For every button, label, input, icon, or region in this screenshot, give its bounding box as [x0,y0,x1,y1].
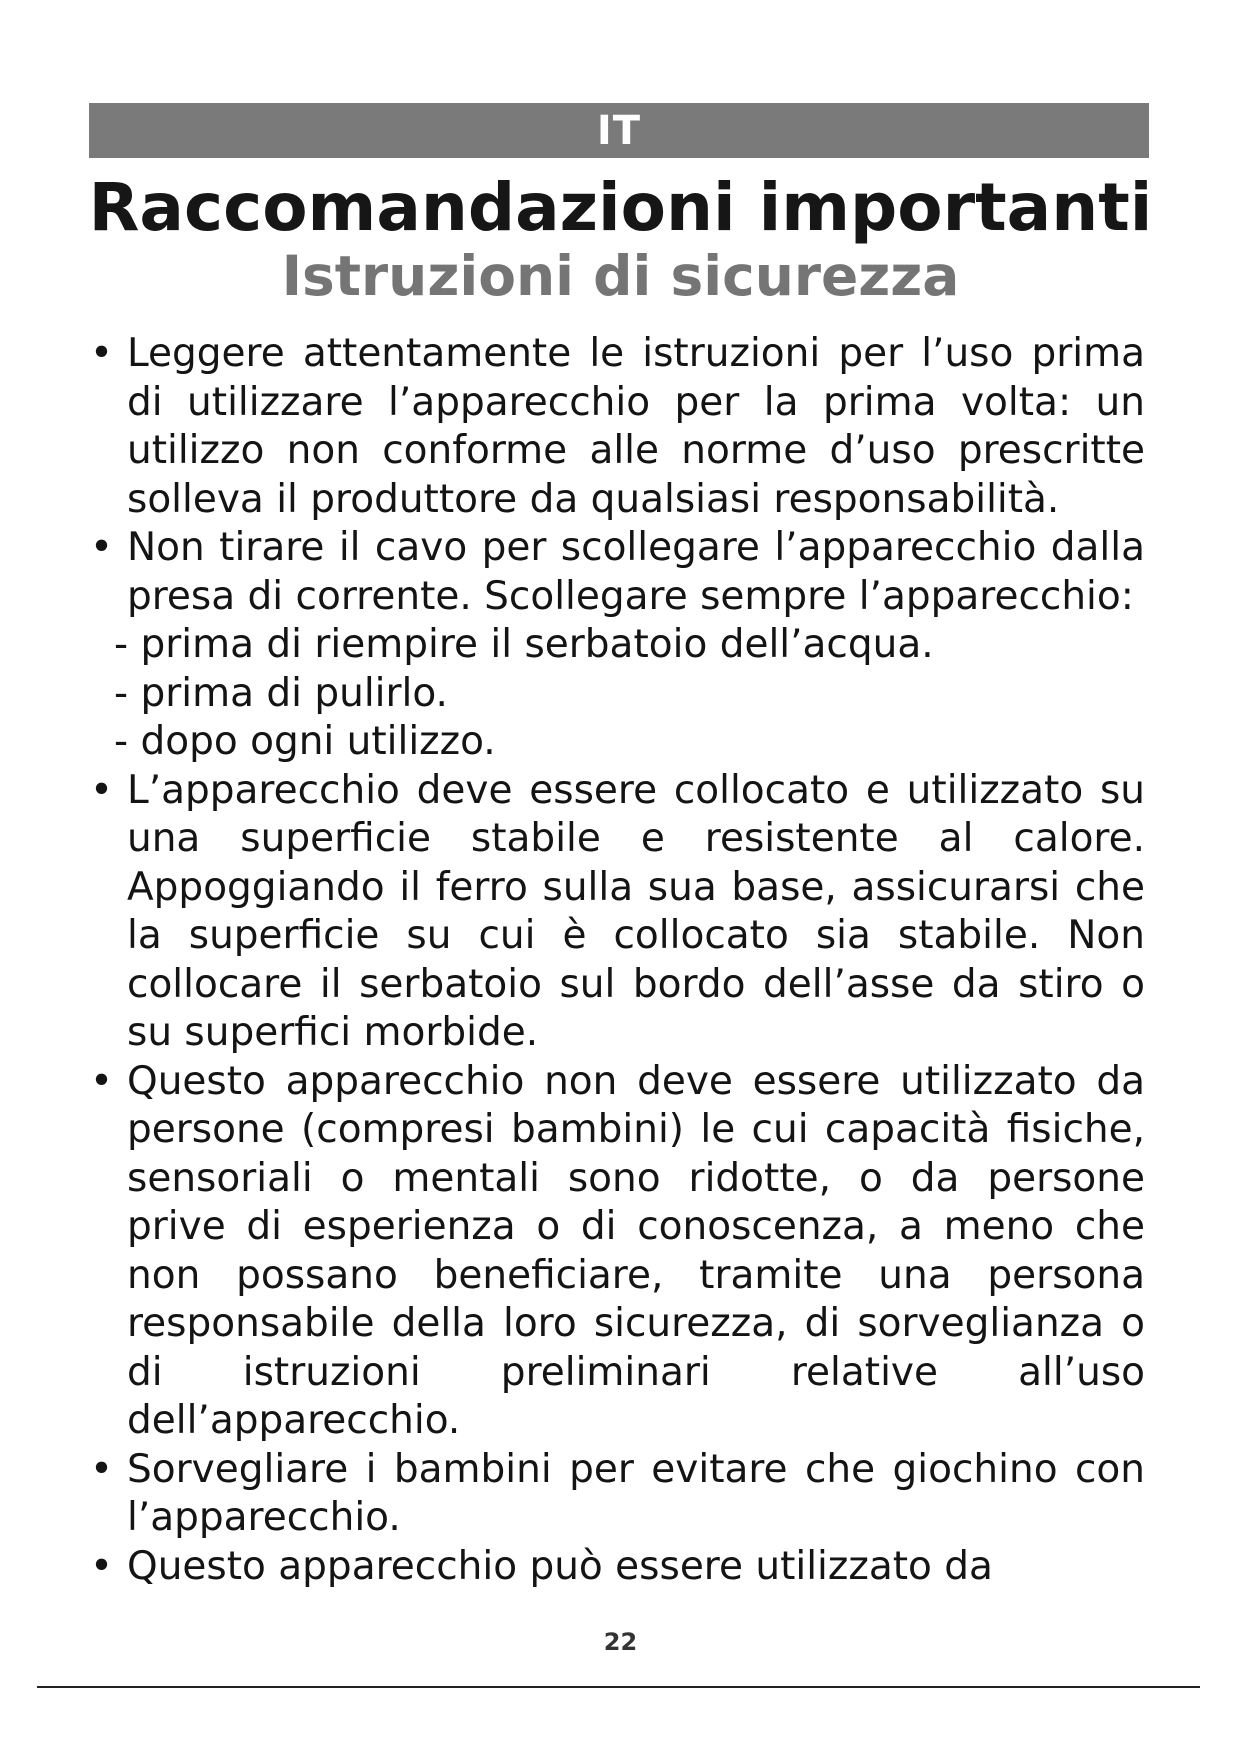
instruction-text: L’apparecchio deve essere collocato e utilizzato su una superficie stabile e resistente al calore. Appoggiando il ferro sulla sua base, assicurarsi che la superficie su cui è collocato sia stabile. Non collocare il serbatoio sul bordo dell’asse da stiro o su superfici morbide. [127,767,1145,1055]
page-number: 22 [603,1628,638,1656]
language-code: IT [596,108,642,154]
instruction-text: Questo apparecchio può essere utilizzato da [127,1543,993,1589]
sub-instruction-1: - prima di riempire il serbatoio dell’acqua. [114,622,934,667]
bullet-icon: • [90,525,114,570]
instruction-item-5 [0,1446,1145,1543]
bullet-icon: • [90,767,114,813]
instruction-item-3 [0,767,1145,1058]
bullet-icon: • [90,1058,114,1104]
instruction-item-2 [0,524,1145,621]
footer-divider [37,1686,1200,1688]
instruction-text: Questo apparecchio non deve essere utilizzato da persone (compresi bambini) le cui capacità fisiche, sensoriali o mentali sono ridotte, o da persone prive di esperienza o di conoscenza, a meno che non possano beneficiare, tramite una persona responsabile della loro sicurezza, di sorveglianza o di istruzioni preliminari relative all’uso dell’apparecchio. [127,1058,1145,1443]
bullet-icon: • [90,1446,114,1492]
safety-instructions-list [0,330,1241,1591]
page-subtitle: Istruzioni di sicurezza [281,244,960,308]
page-title: Raccomandazioni importanti [88,169,1153,246]
instruction-text: Non tirare il cavo per scollegare l’apparecchio dalla presa di corrente. Scollegare sempre l’apparecchio: [127,525,1145,619]
instruction-item-4 [0,1058,1145,1446]
instruction-item-1 [0,330,1145,524]
instruction-item-6 [0,1543,1145,1592]
sub-instruction-3: - dopo ogni utilizzo. [114,719,496,764]
language-header-bar [89,103,1149,158]
bullet-icon: • [90,331,114,376]
instruction-text: Leggere attentamente le istruzioni per l’uso prima di utilizzare l’apparecchio per la prima volta: un utilizzo non conforme alle norme d’uso prescritte solleva il produttore da qualsiasi responsabilità. [127,331,1145,522]
bullet-icon: • [90,1543,114,1589]
sub-instruction-2: - prima di pulirlo. [114,670,448,716]
instruction-text: Sorvegliare i bambini per evitare che giochino con l’apparecchio. [127,1446,1145,1540]
